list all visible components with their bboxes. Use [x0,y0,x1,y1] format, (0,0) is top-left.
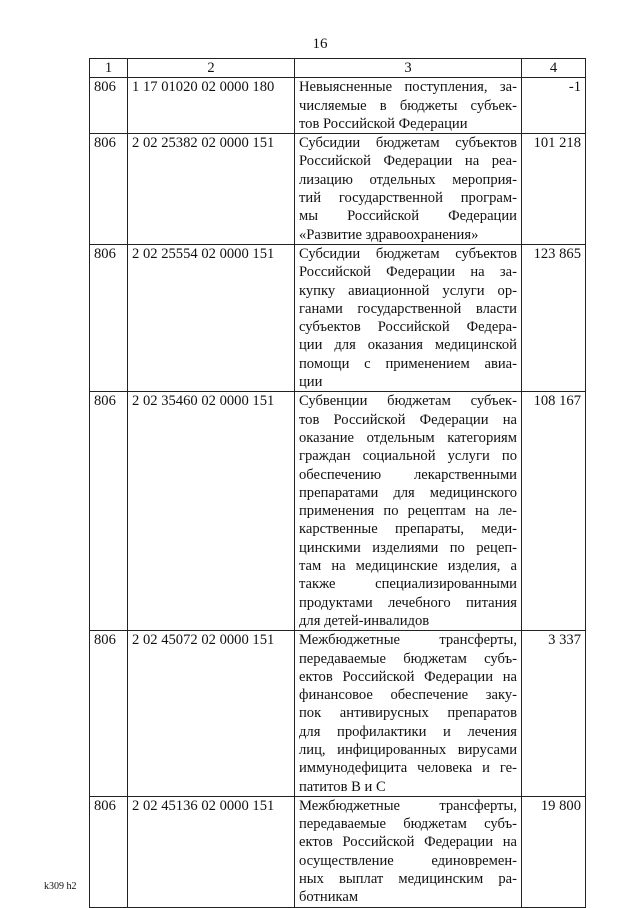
description-line: оказание отдельным категориям [299,429,517,446]
amount: 3 337 [522,631,586,797]
budget-classification-code: 2 02 45136 02 0000 151 [128,796,295,907]
amount: 19 800 [522,796,586,907]
description-line: ботникам [299,889,359,906]
admin-code: 806 [90,796,128,907]
description-line: лизацию отдельных мероприя- [299,171,517,188]
budget-table [89,58,586,908]
revenue-description [295,244,522,391]
description-line: ции [299,374,323,391]
description-line: Межбюджетные трансферты, [299,632,517,649]
revenue-description [295,134,522,245]
description-line: обеспечению лекарственными [299,466,517,483]
description-line: финансовое обеспечение заку- [299,687,517,704]
description-line: Субсидии бюджетам субъектов [299,135,517,152]
description-line: там на медицинские изделия, а [299,558,517,575]
description-line: «Развитие здравоохранения» [299,226,479,243]
description-line: ции для оказания медицинской [299,337,517,354]
description-line: лиц, инфицированных вирусами [299,741,517,758]
admin-code: 806 [90,392,128,631]
revenue-description [295,796,522,907]
header-col-3: 3 [295,59,522,78]
description-line: патитов В и С [299,778,386,795]
description-line: тий государственной програм- [299,190,517,207]
description-line: также специализированными [299,576,517,593]
description-line: иммунодефицита человека и ге- [299,760,517,777]
description-line: Субвенции бюджетам субъек- [299,393,517,410]
table-row [90,631,586,797]
admin-code: 806 [90,78,128,134]
description-line: субъектов Российской Федера- [299,319,517,336]
description-line: Российской Федерации на реа- [299,153,517,170]
table-body [90,78,586,907]
footer-code: k309 h2 [44,881,77,892]
admin-code: 806 [90,631,128,797]
description-line: передаваемые бюджетам субъ- [299,650,517,667]
amount: 108 167 [522,392,586,631]
header-col-4: 4 [522,59,586,78]
description-line: Субсидии бюджетам субъектов [299,245,517,262]
description-line: применения по рецептам на ле- [299,503,517,520]
amount: -1 [522,78,586,134]
description-line: ных выплат медицинским ра- [299,871,517,888]
description-line: пок антивирусных препаратов [299,705,517,722]
description-line: продуктами лечебного питания [299,594,517,611]
table-row [90,796,586,907]
description-line: для профилактики и лечения [299,723,517,740]
revenue-description [295,631,522,797]
revenue-description [295,78,522,134]
description-line: граждан социальной услуги по [299,448,517,465]
description-line: помощи с применением авиа- [299,355,517,372]
amount: 123 865 [522,244,586,391]
description-line: осуществление единовремен- [299,852,517,869]
description-line: для детей-инвалидов [299,612,430,629]
description-line: тов Российской Федерации [299,115,468,132]
description-line: передаваемые бюджетам субъ- [299,816,517,833]
table-row [90,78,586,134]
description-line: ганами государственной власти [299,300,517,317]
header-col-1: 1 [90,59,128,78]
revenue-description [295,392,522,631]
table-header-row [90,59,586,78]
admin-code: 806 [90,244,128,391]
description-line: Российской Федерации на за- [299,264,517,281]
amount: 101 218 [522,134,586,245]
description-line: цинскими изделиями по рецеп- [299,539,517,556]
description-line: тов Российской Федерации на [299,411,517,428]
description-line: ектов Российской Федерации на [299,834,517,851]
description-line: числяемые в бюджеты субъек- [299,97,517,114]
admin-code: 806 [90,134,128,245]
description-line: Невыясненные поступления, за- [299,79,517,96]
budget-classification-code: 2 02 45072 02 0000 151 [128,631,295,797]
description-line: препаратами для медицинского [299,484,517,501]
page-number: 16 [312,36,328,52]
budget-classification-code: 2 02 25382 02 0000 151 [128,134,295,245]
budget-classification-code: 2 02 35460 02 0000 151 [128,392,295,631]
table-row [90,134,586,245]
table-row [90,392,586,631]
table-row [90,244,586,391]
description-line: купку авиационной услуги ор- [299,282,517,299]
budget-classification-code: 2 02 25554 02 0000 151 [128,244,295,391]
budget-classification-code: 1 17 01020 02 0000 180 [128,78,295,134]
description-line: ектов Российской Федерации на [299,668,517,685]
description-line: карственные препараты, меди- [299,521,517,538]
description-line: Межбюджетные трансферты, [299,797,517,814]
header-col-2: 2 [128,59,295,78]
description-line: мы Российской Федерации [299,208,517,225]
